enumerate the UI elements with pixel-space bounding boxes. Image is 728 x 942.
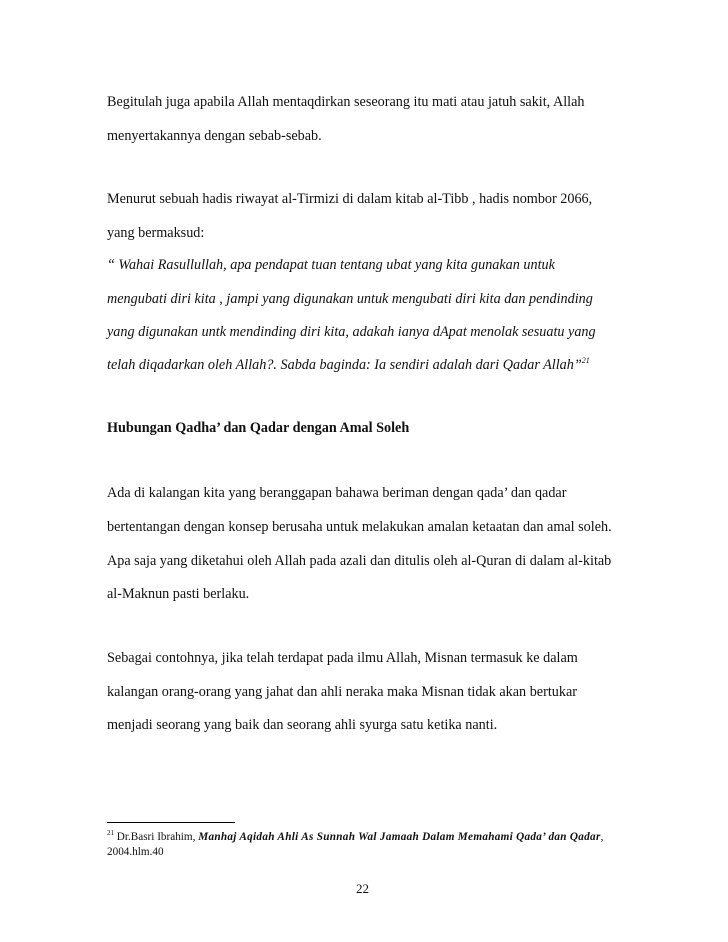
text-line: Begitulah juga apabila Allah mentaqdirkan seseorang itu mati atau jatuh sakit, Allah [107,94,585,110]
footnote-title: Manhaj Aqidah Ahli As Sunnah Wal Jamaah Dalam Memahami Qada’ dan Qadar [198,831,601,843]
page-number: 22 [356,881,369,896]
text-line: bertentangan dengan konsep berusaha untuk melakukan amalan ketaatan dan amal soleh. [107,519,612,535]
quote-line: “ Wahai Rasullullah, apa pendapat tuan tentang ubat yang kita gunakan untuk [107,257,555,273]
text-line: Menurut sebuah hadis riwayat al-Tirmizi di dalam kitab al-Tibb , hadis nombor 2066, [107,191,593,207]
quote-line [107,356,590,374]
section-heading: Hubungan Qadha’ dan Qadar dengan Amal Soleh [107,420,410,436]
footnote-line-2: 2004.hlm.40 [107,846,164,858]
footnote-number: 21 [107,829,114,837]
footnote-line [107,829,603,843]
text-line: menjadi seorang yang baik dan seorang ahli syurga satu ketika nanti. [107,717,498,733]
footnote-divider [107,822,235,823]
text-line: yang bermaksud: [107,225,205,241]
footnote-reference: 21 [581,356,590,365]
quote-line: yang digunakan untk mendinding diri kita, adakah ianya dApat menolak sesuatu yang [107,324,596,340]
footnote-author: Dr.Basri Ibrahim, [116,831,199,843]
text-line: al-Maknun pasti berlaku. [107,586,250,602]
text-line: menyertakannya dengan sebab-sebab. [107,128,322,144]
text-line: kalangan orang-orang yang jahat dan ahli neraka maka Misnan tidak akan bertukar [107,684,577,700]
footnote-suffix: , [600,831,604,843]
quote-last-line-text: telah diqadarkan oleh Allah?. Sabda baginda: Ia sendiri adalah dari Qadar Allah” [107,357,582,373]
text-line: Apa saja yang diketahui oleh Allah pada azali dan ditulis oleh al-Quran di dalam al-kitab [107,553,612,569]
text-line: Ada di kalangan kita yang beranggapan bahawa beriman dengan qada’ dan qadar [107,485,567,501]
text-line: Sebagai contohnya, jika telah terdapat pada ilmu Allah, Misnan termasuk ke dalam [107,650,578,666]
quote-line: mengubati diri kita , jampi yang digunakan untuk mengubati diri kita dan pendinding [107,291,593,307]
